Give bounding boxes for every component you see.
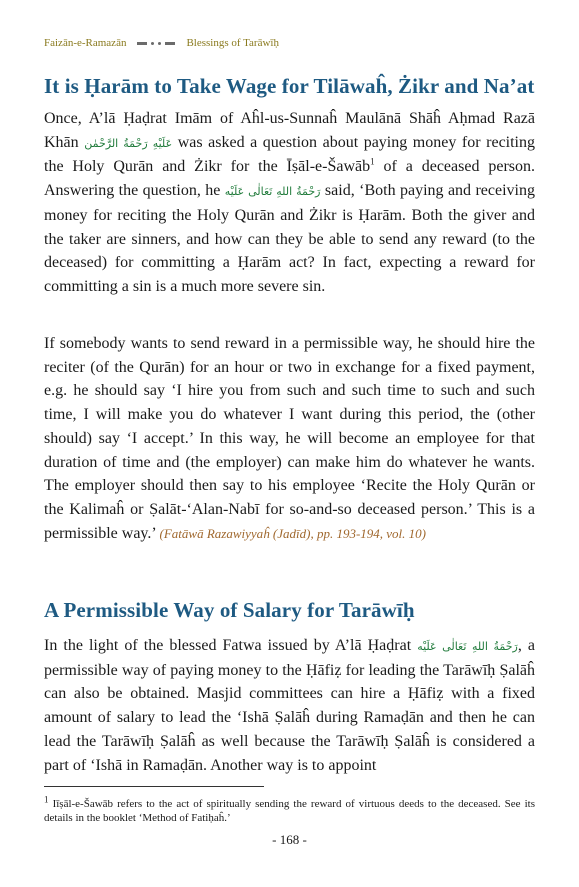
arabic-honorific-2: رَحْمَةُ اللهِ تَعَالٰی عَلَيْه	[224, 185, 321, 199]
arabic-honorific-3: رَحْمَةُ اللهِ تَعَالٰی عَلَيْه	[417, 640, 518, 653]
footnote-divider	[44, 786, 264, 787]
paragraph-2	[44, 332, 535, 545]
p1-text-c: of a deceased person. Answering the question, he	[44, 158, 535, 200]
page	[44, 0, 535, 887]
footnote-marker: 1	[44, 794, 49, 805]
footnote	[44, 794, 535, 825]
section-heading-permissible-salary: A Permissible Way of Salary for Tarāwīḥ	[44, 598, 415, 622]
p1-text-b: was asked a question about paying money for reciting the Holy Qurān and Żikr for the Īṣāl-e-Šawāb	[44, 133, 535, 176]
footnote-text: Iīṣāl-e-Šawāb refers to the act of spiritually sending the reward of virtuous deeds to the deceased. See its details in the booklet ‘Method of Fatiḥaĥ.’	[44, 798, 535, 824]
citation: (Fatāwā Razawiyyaĥ (Jadīd), pp. 193-194, vol. 10)	[159, 525, 426, 541]
p1-text-d: said, ‘Both paying and receiving money for reciting the Holy Qurān and Żikr is Ḥarām. Both the giver and the taker are sinners, and how can they be able to send any reward (to the deceased) for committing a Ḥarām act? In fact, expecting a reward for committing a sin is a much more severe sin.	[44, 182, 535, 295]
running-header	[44, 37, 279, 49]
chapter-title: Blessings of Tarāwīḥ	[186, 37, 279, 49]
p3-text-b: , a permissible way of paying money to the Ḥāfiẓ for leading the Tarāwīḥ Ṣalāĥ can also be obtained. Masjid committees can hire a Ḥāfiẓ with a fixed amount of salary to lead the ‘Ishā Ṣalāĥ during Ramaḍān and then he can lead the Tarāwīḥ Ṣalāĥ as well because the Tarāwīḥ Ṣalāĥ is considered a part of ‘Ishā in Ramaḍān. Another way is to appoint	[44, 637, 536, 774]
p3-text-a: In the light of the blessed Fatwa issued by A’lā Ḥaḍrat	[44, 637, 418, 654]
header-separator-icon	[135, 42, 177, 45]
paragraph-3	[44, 634, 535, 777]
paragraph-1	[44, 107, 535, 299]
page-number: - 168 -	[272, 832, 307, 847]
arabic-honorific-1: عَلَيْهِ رَحْمَةُ الرَّحْمٰن	[84, 136, 173, 150]
p2-text: If somebody wants to send reward in a permissible way, he should hire the reciter (of the Qurān) for an hour or two in exchange for a fixed payment, e.g. he should say ‘I hire you from such and such time to such and such time, I will make you do whatever I want during this period, the (other should) say ‘I accept.’ In this way, he will become an employee for that duration of time and (the employer) can make him do whatever he wants. The employer should then say to his employee ‘Recite the Holy Qurān or the Kalimaĥ or Ṣalāt-‘Alan-Nabī for so-and-so deceased person.’ This is a permissible way.’	[44, 335, 535, 542]
footnote-reference[interactable]: 1	[370, 157, 375, 168]
section-heading-haram-wage: It is Ḥarām to Take Wage for Tilāwaĥ, Żikr and Na’at	[44, 74, 535, 98]
p1-text-a: Once, A’lā Ḥaḍrat Imām of Aĥl-us-Sunnaĥ Maulānā Shāĥ Aḥmad Razā Khān	[44, 110, 535, 151]
book-title: Faizān-e-Ramazān	[44, 37, 127, 49]
